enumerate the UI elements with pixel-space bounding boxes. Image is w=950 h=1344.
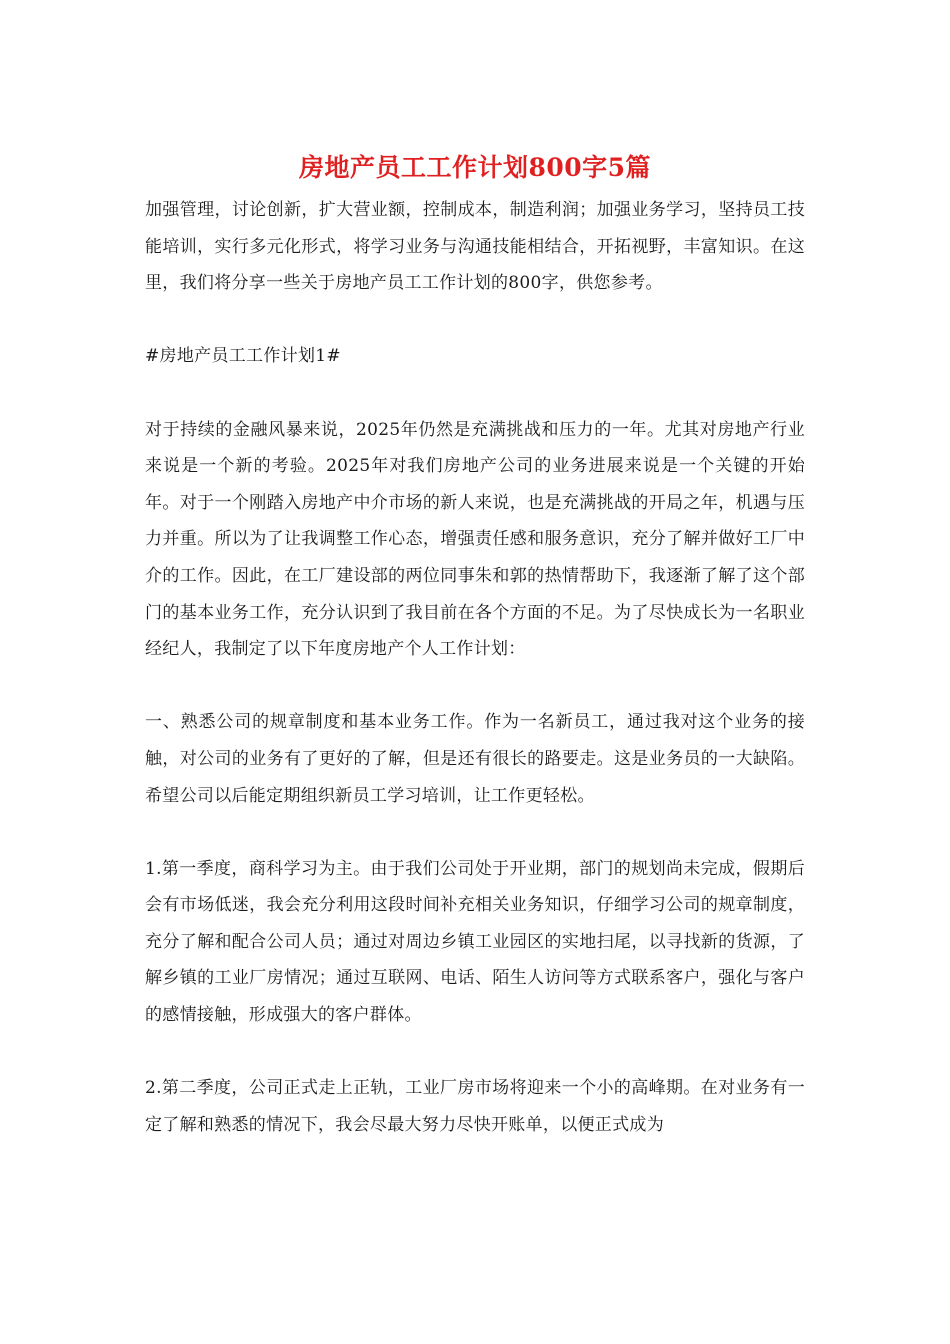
document-title: 房地产员工工作计划800字5篇 (298, 153, 652, 182)
body-paragraph: 一、熟悉公司的规章制度和基本业务工作。作为一名新员工，通过我对这个业务的接触，对公司的业务有了更好的了解，但是还有很长的路要走。这是业务员的一大缺陷。希望公司以后能定期组织新员工学习培训，让工作更轻松。 (145, 712, 805, 806)
section-heading: #房地产员工工作计划1# (145, 346, 341, 367)
paragraph-spacer (145, 668, 805, 705)
body-paragraph: 对于持续的金融风暴来说，2025年仍然是充满挑战和压力的一年。尤其对房地产行业来说是一个新的考验。2025年对我们房地产公司的业务进展来说是一个关键的开始年。对于一个刚踏入房地产中介市场的新人来说，也是充满挑战的开局之年，机遇与压力并重。所以为了让我调整工作心态，增强责任感和服务意识，充分了解并做好工厂中介的工作。因此，在工厂建设部的两位同事朱和郭的热情帮助下，我逐渐了解了这个部门的基本业务工作，充分认识到了我目前在各个方面的不足。为了尽快成长为一名职业经纪人，我制定了以下年度房地产个人工作计划： (145, 419, 805, 660)
paragraph-spacer (145, 814, 805, 851)
document-body (145, 192, 805, 1143)
paragraph-spacer (145, 302, 805, 339)
body-paragraph: 1.第一季度，商科学习为主。由于我们公司处于开业期，部门的规划尚未完成，假期后会有市场低迷，我会充分利用这段时间补充相关业务知识，仔细学习公司的规章制度，充分了解和配合公司人员；通过对周边乡镇工业园区的实地扫尾，以寻找新的货源，了解乡镇的工业厂房情况；通过互联网、电话、陌生人访问等方式联系客户，强化与客户的感情接触，形成强大的客户群体。 (145, 858, 805, 1026)
paragraph-spacer (145, 1034, 805, 1071)
body-paragraph: 2.第二季度，公司正式走上正轨，工业厂房市场将迎来一个小的高峰期。在对业务有一定了解和熟悉的情况下，我会尽最大努力尽快开账单，以便正式成为 (145, 1078, 805, 1135)
intro-paragraph: 加强管理，讨论创新，扩大营业额，控制成本，制造利润；加强业务学习，坚持员工技能培训，实行多元化形式，将学习业务与沟通技能相结合，开拓视野，丰富知识。在这里，我们将分享一些关于房地产员工工作计划的800字，供您参考。 (145, 200, 805, 294)
paragraph-spacer (145, 375, 805, 412)
